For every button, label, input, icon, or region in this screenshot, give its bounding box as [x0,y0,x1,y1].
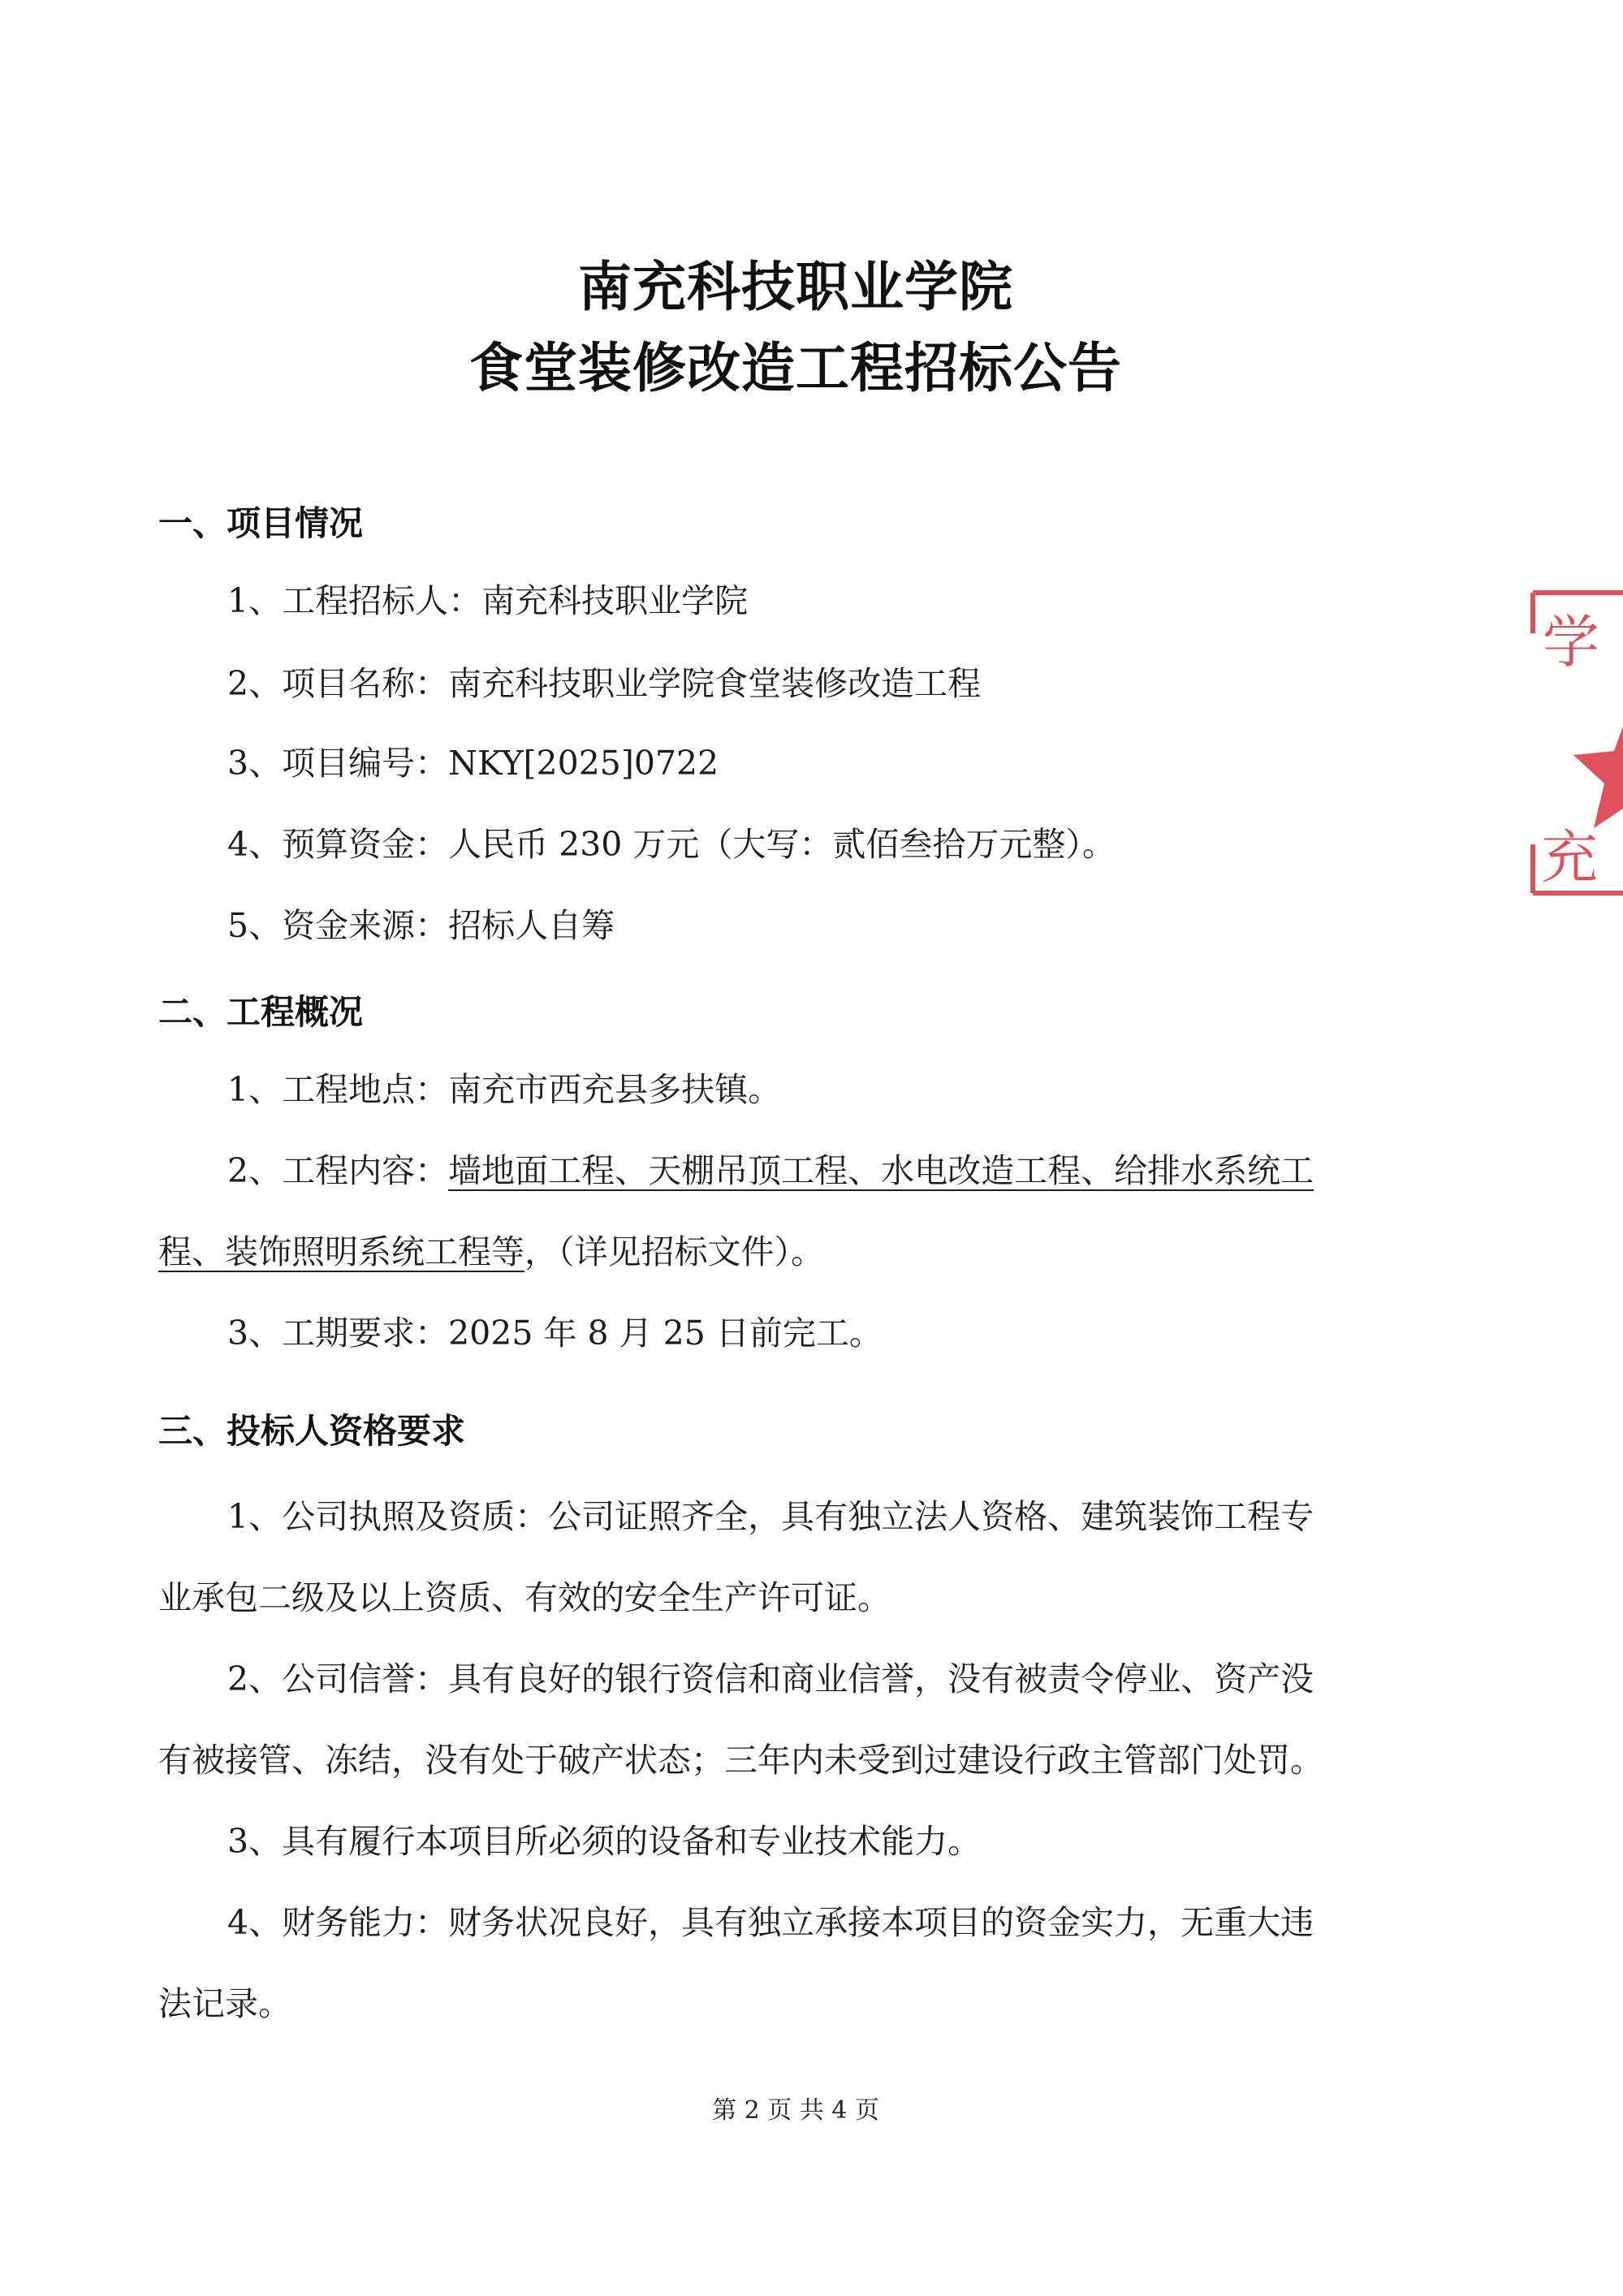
section2-item-location: 1、工程地点：南充市西充县多扶镇。 [227,1070,782,1109]
seal-char-top: 学 [1543,609,1599,675]
section3-item4-line1: 4、财务能力：财务状况良好，具有独立承接本项目的资金实力，无重大违 [227,1903,1314,1942]
section2-heading: 二、工程概况 [158,992,364,1032]
section2-item-schedule: 3、工期要求：2025 年 8 月 25 日前完工。 [227,1314,883,1353]
page-number: 第 2 页 共 4 页 [712,2096,879,2125]
section3-item2-line2: 有被接管、冻结，没有处于破产状态；三年内未受到过建设行政主管部门处罚。 [158,1741,1323,1780]
section2-item-content-underlined-2: 程、装饰照明系统工程等 [158,1232,524,1271]
document-title-line1: 南充科技职业学院 [578,256,1013,318]
section2-item-content-line2 [158,1228,824,1276]
section1-item-budget: 4、预算资金：人民币 230 万元（大写：贰佰叁拾万元整）。 [227,825,1116,864]
section1-item-tenderer: 1、工程招标人：南充科技职业学院 [227,581,749,620]
document-title-line2: 食堂装修改造工程招标公告 [469,337,1122,399]
section3-item4-line2: 法记录。 [158,1984,291,2023]
section3-heading: 三、投标人资格要求 [158,1411,466,1451]
section3-item2-line1: 2、公司信誉：具有良好的银行资信和商业信誉，没有被责令停业、资产没 [227,1659,1314,1698]
section1-item-funding-source: 5、资金来源：招标人自筹 [227,906,615,945]
section2-item-content-line1 [227,1146,1314,1195]
section3-item1-line2: 业承包二级及以上资质、有效的安全生产许可证。 [158,1578,891,1617]
seal-char-bottom: 充 [1541,824,1598,891]
section2-item-content-underlined-1: 墙地面工程、天棚吊顶工程、水电改造工程、给排水系统工 [448,1151,1314,1190]
section2-item-content-suffix: ，（详见招标文件）。 [524,1232,824,1271]
section2-item-content-prefix: 2、工程内容： [227,1151,449,1190]
seal-star-icon [1573,706,1623,828]
section3-item3: 3、具有履行本项目所必须的设备和专业技术能力。 [227,1822,982,1861]
section1-item-project-name: 2、项目名称：南充科技职业学院食堂装修改造工程 [227,664,982,703]
section1-item-project-number: 3、项目编号：NKY[2025]0722 [227,744,719,783]
section3-item1-line1: 1、公司执照及资质：公司证照齐全，具有独立法人资格、建筑装饰工程专 [227,1497,1314,1536]
official-seal-stamp [1517,585,1623,909]
section1-heading: 一、项目情况 [158,503,364,543]
